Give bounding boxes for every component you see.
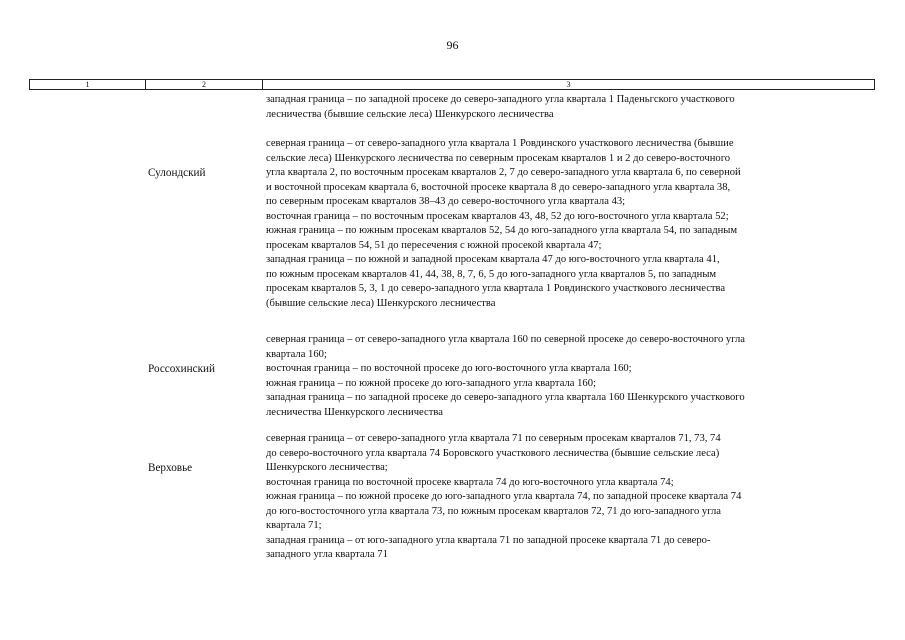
boundary-line: лесничества Шенкурского лесничества bbox=[266, 406, 443, 418]
boundary-line: северная граница – от северо-западного угла квартала 160 по северной просеке до северо-восточного угла bbox=[266, 334, 745, 345]
boundary-line: угла квартала 2, по восточным просекам кварталов 2, 7 до северо-западного угла квартала 6, по северной bbox=[266, 167, 741, 178]
forestry-name: Россохинский bbox=[148, 363, 216, 375]
boundary-line: западная граница – от юго-западного угла квартала 71 по западной просеке квартала 71 до северо- bbox=[266, 534, 711, 546]
table-header-col1: 1 bbox=[30, 80, 146, 89]
boundary-line: северная граница – от северо-западного угла квартала 71 по северным просекам кварталов 71, 73, 74 bbox=[266, 433, 721, 444]
boundary-line: просекам кварталов 54, 51 до пересечения с южной просекой квартала 47; bbox=[266, 239, 602, 251]
forestry-name: Верховье bbox=[148, 462, 193, 474]
table-header-col3: 3 bbox=[566, 80, 571, 89]
table-header-row bbox=[29, 79, 875, 90]
boundary-line: и восточной просекам квартала 6, восточной просеке квартала 8 до северо-западного угла квартала 38, bbox=[266, 181, 731, 193]
boundary-line: Шенкурского лесничества; bbox=[266, 462, 388, 473]
boundary-line: западная граница – по западной просеке до северо-западного угла квартала 1 Паденьгского участкового bbox=[266, 94, 735, 105]
boundary-line: восточная граница – по восточным просекам кварталов 43, 48, 52 до юго-восточного угла квартала 52; bbox=[266, 210, 729, 222]
boundary-description bbox=[266, 432, 866, 563]
boundary-line: просекам кварталов 5, 3, 1 до северо-западного угла квартала 1 Ровдинского участкового лесничества bbox=[266, 283, 726, 294]
boundary-line: квартала 71; bbox=[266, 520, 322, 531]
boundary-description bbox=[266, 333, 866, 420]
boundary-description bbox=[266, 93, 866, 122]
boundary-line: лесничества (бывшие сельские леса) Шенкурского лесничества bbox=[266, 108, 554, 120]
boundary-description bbox=[266, 137, 866, 311]
boundary-line: квартала 160; bbox=[266, 348, 327, 360]
boundary-line: западного угла квартала 71 bbox=[266, 549, 388, 560]
boundary-line: восточная граница по восточной просеке квартала 74 до юго-восточного угла квартала 74; bbox=[266, 476, 674, 488]
boundary-line: до юго-востосточного угла квартала 73, по южным просекам кварталов 72, 71 до юго-западного угла bbox=[266, 505, 721, 517]
boundary-line: западная граница – по южной и западной просекам квартала 47 до юго-восточного угла квартала 41, bbox=[266, 254, 720, 265]
boundary-line: (бывшие сельские леса) Шенкурского лесничества bbox=[266, 297, 496, 309]
boundary-line: по северным просекам кварталов 38–43 до северо-восточного угла квартала 43; bbox=[266, 196, 626, 207]
boundary-line: по южным просекам кварталов 41, 44, 38, 8, 7, 6, 5 до юго-западного угла кварталов 5, по западным bbox=[266, 268, 717, 280]
forestry-name: Сулондский bbox=[148, 167, 206, 179]
boundary-line: северная граница – от северо-западного угла квартала 1 Ровдинского участкового лесничества (бывшие bbox=[266, 138, 734, 149]
table-header-col2: 2 bbox=[146, 80, 263, 89]
boundary-line: восточная граница – по восточной просеке до юго-восточного угла квартала 160; bbox=[266, 363, 632, 374]
boundary-line: южная граница – по южным просекам кварталов 52, 54 до юго-западного угла квартала 54, по западным bbox=[266, 225, 738, 236]
boundary-line: сельские леса) Шенкурского лесничества по северным просекам кварталов 1 и 2 до северо-восточного bbox=[266, 152, 731, 164]
boundary-line: южная граница – по южной просеке до юго-западного угла квартала 74, по западной просеке квартала 74 bbox=[266, 491, 742, 502]
page-number: 96 bbox=[446, 38, 459, 52]
boundary-line: до северо-восточного угла квартала 74 Боровского участкового лесничества (бывшие сельские леса) bbox=[266, 447, 720, 459]
boundary-line: южная граница – по южной просеке до юго-западного угла квартала 160; bbox=[266, 377, 596, 389]
boundary-line: западная граница – по западной просеке до северо-западного угла квартала 160 Шенкурского участкового bbox=[266, 392, 745, 403]
